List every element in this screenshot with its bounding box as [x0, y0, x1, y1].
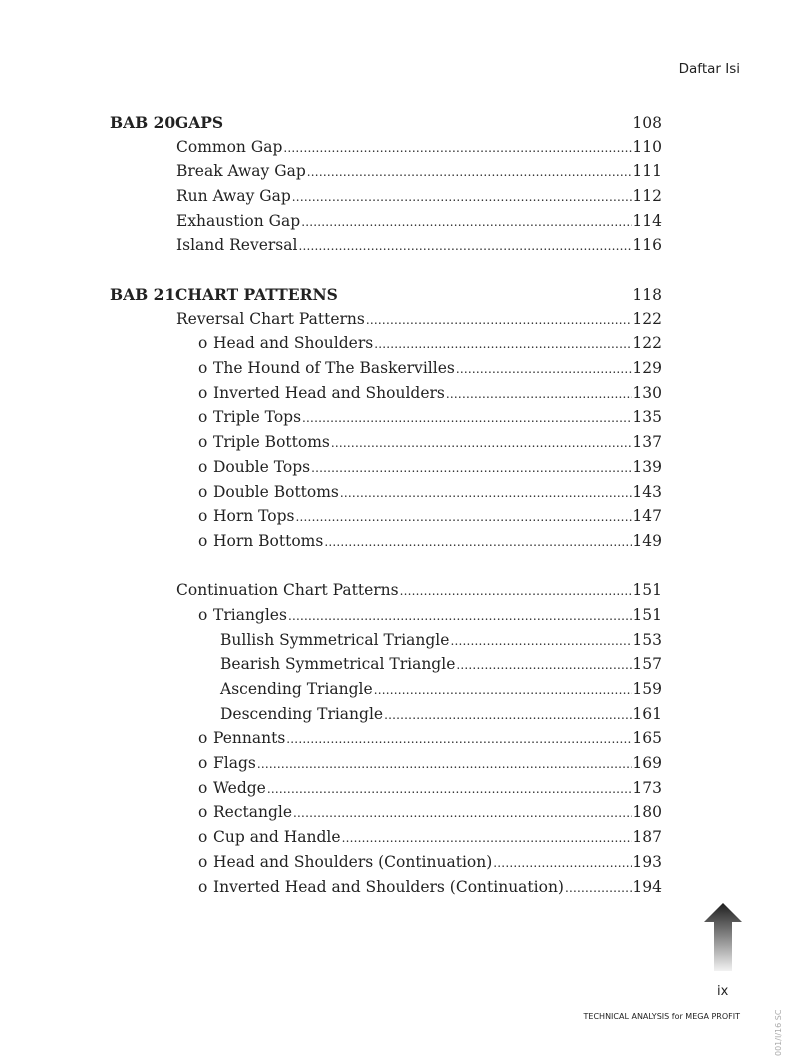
dot-leader — [311, 461, 632, 475]
dot-leader — [257, 757, 633, 771]
chapter-title: CHART PATTERNS — [175, 285, 338, 304]
bullet-marker: o — [198, 433, 208, 452]
dot-leader — [456, 658, 632, 672]
chapter-number: BAB 21 — [110, 285, 176, 304]
entry-page: 129 — [632, 359, 662, 378]
bullet-marker: o — [198, 852, 208, 871]
toc-entry[interactable] — [198, 458, 662, 483]
entry-page: 122 — [632, 334, 662, 353]
entry-label — [198, 334, 373, 352]
entry-label — [198, 408, 301, 426]
chapter-21 — [110, 285, 662, 902]
entry-page: 149 — [632, 531, 662, 550]
dot-leader — [340, 486, 633, 500]
dot-leader — [292, 190, 633, 204]
toc-group-heading[interactable] — [176, 310, 662, 335]
toc-subentry[interactable] — [220, 705, 662, 730]
entry-page: 114 — [632, 211, 662, 230]
side-print-code: 001/I/16 SC — [774, 1009, 783, 1056]
entry-label — [198, 532, 323, 550]
entry-page: 111 — [632, 162, 662, 181]
entry-label: Run Away Gap — [176, 187, 291, 206]
toc-entry[interactable] — [176, 212, 662, 237]
entry-page: 151 — [632, 605, 662, 624]
entry-page: 151 — [632, 581, 662, 600]
entry-page: 194 — [632, 877, 662, 896]
bullet-marker: o — [198, 507, 208, 526]
dot-leader — [400, 584, 633, 598]
entry-label — [198, 828, 341, 846]
book-title-footer: TECHNICAL ANALYSIS for MEGA PROFIT — [583, 1012, 740, 1021]
entry-page: 159 — [632, 680, 662, 698]
entry-page: 137 — [632, 433, 662, 452]
bullet-marker: o — [198, 754, 208, 773]
entry-label — [198, 458, 310, 476]
toc-entry[interactable] — [198, 483, 662, 508]
entry-label: Ascending Triangle — [220, 680, 373, 698]
dot-leader — [342, 831, 633, 845]
entry-page: 153 — [632, 630, 662, 649]
chapter-number: BAB 20 — [110, 113, 176, 132]
toc-entry[interactable] — [176, 138, 662, 163]
entry-text: Pennants — [213, 729, 286, 748]
chapter-heading[interactable] — [110, 113, 662, 138]
entry-label — [198, 803, 292, 821]
dot-leader — [302, 411, 632, 425]
toc-subentry[interactable] — [220, 680, 662, 705]
entry-text: Double Bottoms — [213, 482, 339, 501]
entry-text: Inverted Head and Shoulders (Continuation) — [213, 877, 564, 896]
chapter-heading[interactable] — [110, 285, 662, 310]
chapter-page: 118 — [632, 286, 662, 304]
dot-leader — [301, 215, 632, 229]
toc-entry[interactable] — [198, 828, 662, 853]
toc-entry[interactable] — [198, 779, 662, 804]
toc-entry[interactable] — [198, 359, 662, 384]
entry-page: 116 — [632, 236, 662, 255]
dot-leader — [374, 337, 632, 351]
entry-page: 180 — [632, 803, 662, 822]
entry-label: Reversal Chart Patterns — [176, 309, 365, 328]
entry-page: 147 — [632, 507, 662, 526]
entry-text: Triple Tops — [213, 408, 302, 427]
entry-page: 130 — [632, 383, 662, 402]
up-arrow-icon[interactable] — [704, 903, 742, 971]
entry-text: The Hound of The Baskervilles — [213, 359, 455, 378]
entry-label — [198, 507, 295, 525]
entry-label: Bearish Symmetrical Triangle — [220, 655, 456, 674]
entry-label — [198, 433, 330, 451]
bullet-marker: o — [198, 778, 208, 797]
dot-leader — [298, 239, 632, 253]
toc-entry[interactable] — [198, 878, 662, 903]
entry-label — [198, 754, 256, 772]
toc-entry[interactable] — [176, 187, 662, 212]
entry-page: 139 — [632, 457, 662, 476]
toc-entry[interactable] — [198, 532, 662, 557]
dot-leader — [450, 634, 632, 648]
dot-leader — [374, 683, 633, 697]
toc-entry[interactable] — [198, 408, 662, 433]
toc-entry[interactable] — [198, 853, 662, 878]
toc-entry[interactable] — [198, 729, 662, 754]
dot-leader — [288, 609, 632, 623]
bullet-marker: o — [198, 359, 208, 378]
entry-page: 173 — [632, 778, 662, 797]
bullet-marker: o — [198, 457, 208, 476]
bullet-marker: o — [198, 482, 208, 501]
entry-text: Wedge — [213, 778, 266, 797]
entry-page: 122 — [632, 309, 662, 328]
toc-entry[interactable] — [198, 507, 662, 532]
bullet-marker: o — [198, 383, 208, 402]
up-arrow-svg — [704, 903, 742, 971]
dot-leader — [446, 387, 633, 401]
entry-text: Triangles — [213, 605, 287, 624]
entry-label: Continuation Chart Patterns — [176, 581, 399, 600]
chapter-page: 108 — [632, 114, 662, 132]
dot-leader — [456, 362, 633, 376]
entry-text: Flags — [213, 754, 256, 773]
bullet-marker: o — [198, 877, 208, 896]
group-spacer — [110, 557, 662, 582]
entry-page: 187 — [632, 828, 662, 847]
entry-text: Head and Shoulders — [213, 334, 374, 353]
entry-page: 161 — [632, 704, 662, 723]
bullet-marker: o — [198, 531, 208, 550]
bullet-marker: o — [198, 803, 208, 822]
toc-entry[interactable] — [198, 606, 662, 631]
entry-text: Cup and Handle — [213, 828, 341, 847]
dot-leader — [331, 436, 633, 450]
dot-leader — [493, 856, 632, 870]
dot-leader — [366, 313, 633, 327]
entry-page: 165 — [632, 729, 662, 748]
entry-page: 112 — [632, 187, 662, 206]
dot-leader — [286, 732, 632, 746]
bullet-marker: o — [198, 334, 208, 353]
bullet-marker: o — [198, 729, 208, 748]
entry-label: Bullish Symmetrical Triangle — [220, 630, 450, 649]
section-header: Daftar Isi — [678, 61, 740, 77]
dot-leader — [565, 881, 632, 895]
entry-text: Double Tops — [213, 457, 311, 476]
entry-page: 135 — [632, 408, 662, 427]
dot-leader — [296, 510, 633, 524]
entry-text: Horn Tops — [213, 507, 295, 526]
entry-page: 110 — [632, 137, 662, 156]
entry-label — [198, 878, 564, 896]
toc-entry[interactable] — [198, 754, 662, 779]
entry-page: 143 — [632, 482, 662, 501]
bullet-marker: o — [198, 828, 208, 847]
entry-label — [198, 384, 445, 402]
entry-label: Island Reversal — [176, 236, 298, 255]
entry-text: Horn Bottoms — [213, 531, 324, 550]
entry-label — [198, 483, 339, 501]
entry-page: 169 — [632, 754, 662, 773]
toc-entry[interactable] — [198, 384, 662, 409]
bullet-marker: o — [198, 408, 208, 427]
toc-entry[interactable] — [176, 236, 662, 261]
toc-group-heading[interactable] — [176, 581, 662, 606]
toc-subentry[interactable] — [220, 631, 662, 656]
toc-entry[interactable] — [198, 803, 662, 828]
entry-text: Rectangle — [213, 803, 293, 822]
dot-leader — [324, 535, 632, 549]
entry-label: Break Away Gap — [176, 162, 306, 181]
chapter-20 — [110, 113, 662, 261]
dot-leader — [307, 165, 633, 179]
entry-label: Exhaustion Gap — [176, 211, 301, 230]
dot-leader — [293, 806, 632, 820]
entry-label — [198, 359, 455, 377]
entry-label — [198, 606, 287, 624]
toc-entry[interactable] — [198, 433, 662, 458]
dot-leader — [283, 141, 632, 155]
entry-label — [198, 779, 266, 797]
page-number: ix — [717, 984, 729, 999]
toc-subentry[interactable] — [220, 655, 662, 680]
bullet-marker: o — [198, 605, 208, 624]
toc-entry[interactable] — [198, 334, 662, 359]
entry-text: Triple Bottoms — [213, 433, 330, 452]
chapter-title: GAPS — [175, 113, 224, 132]
entry-label — [198, 853, 492, 871]
entry-page: 157 — [632, 655, 662, 674]
dot-leader — [384, 708, 632, 722]
entry-page: 193 — [632, 852, 662, 871]
dot-leader — [267, 782, 633, 796]
toc-entry[interactable] — [176, 162, 662, 187]
entry-label — [198, 729, 285, 747]
entry-label: Common Gap — [176, 137, 283, 156]
entry-text: Head and Shoulders (Continuation) — [213, 852, 493, 871]
entry-text: Inverted Head and Shoulders — [213, 383, 445, 402]
entry-label: Descending Triangle — [220, 704, 384, 723]
